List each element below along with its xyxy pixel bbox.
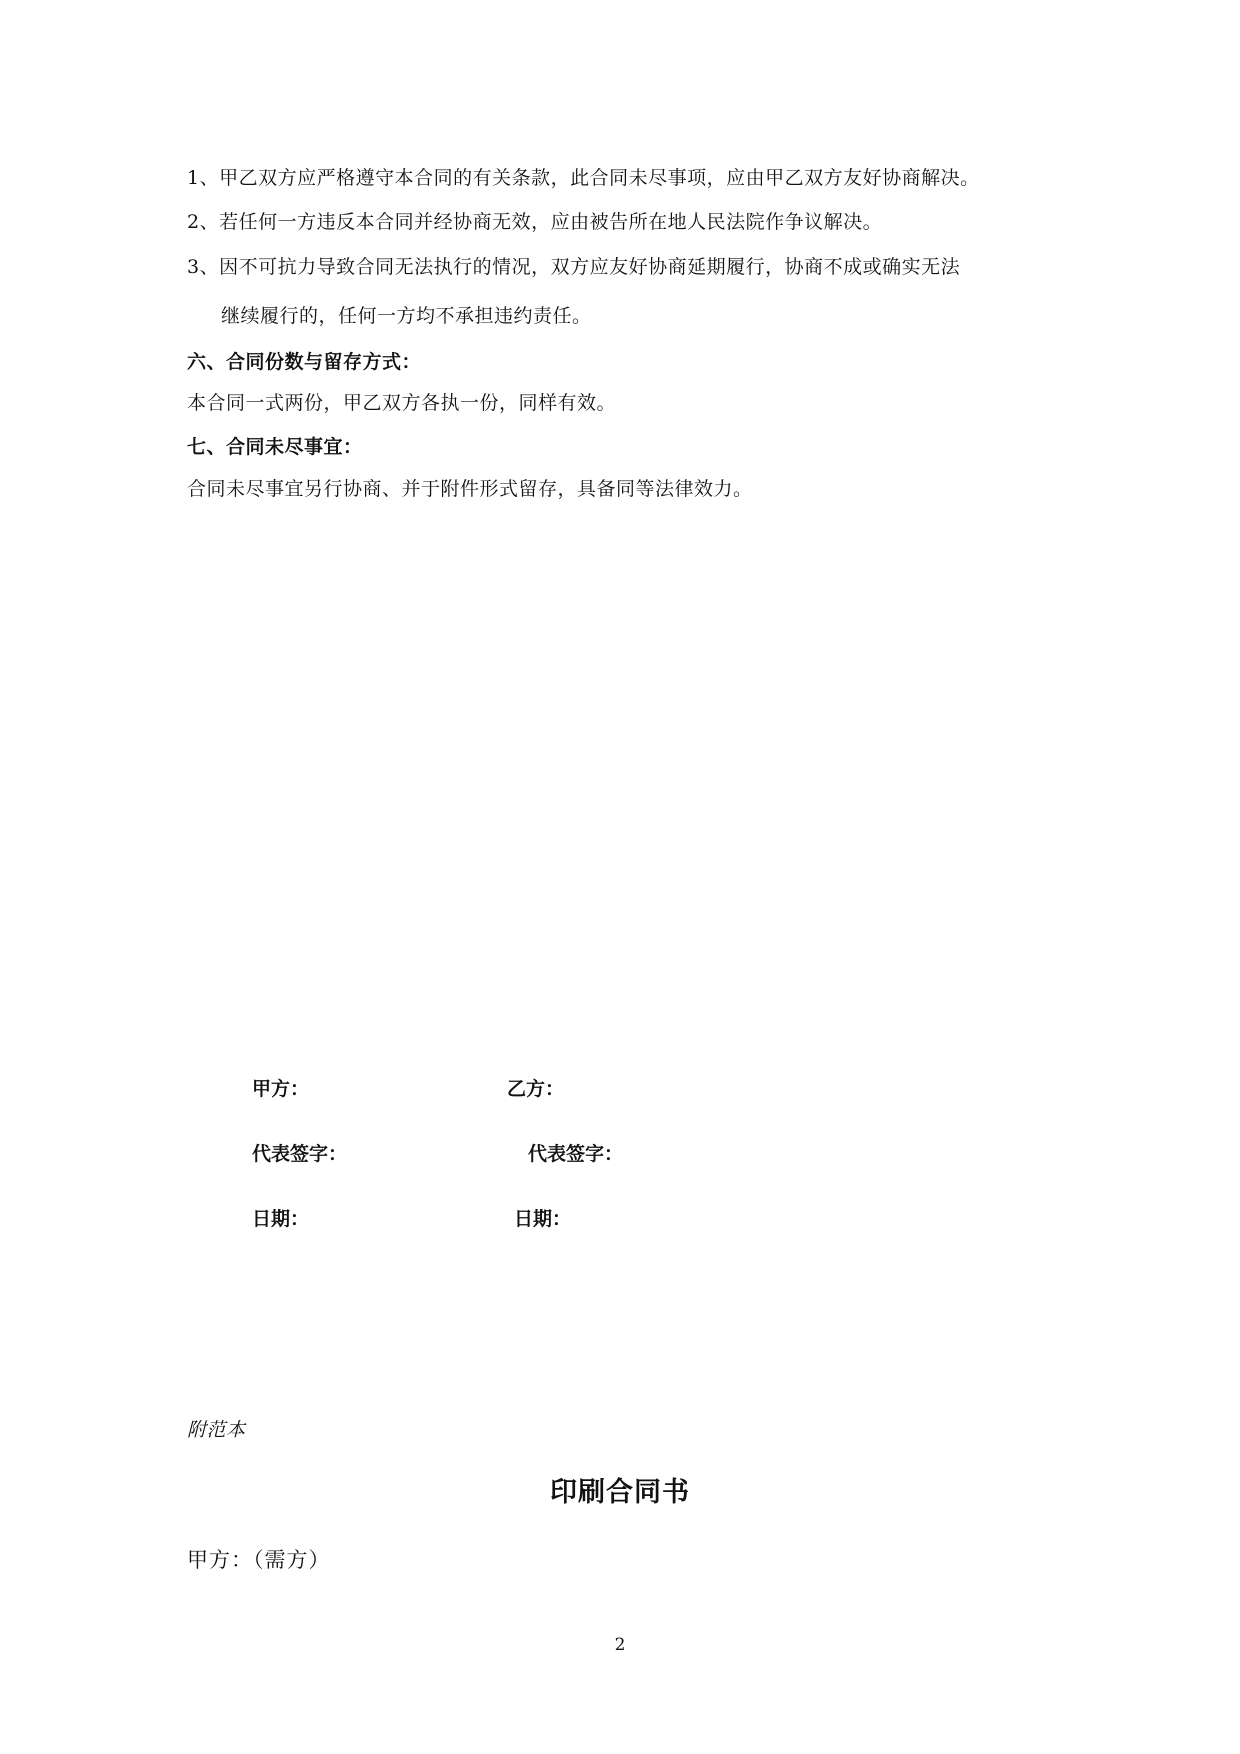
contract-title: 印刷合同书 bbox=[550, 1477, 690, 1508]
section-7-heading: 七、合同未尽事宜： bbox=[187, 436, 363, 458]
appendix-party-a: 甲方：（需方） bbox=[187, 1548, 331, 1572]
clause-3: 3、因不可抗力导致合同无法执行的情况，双方应友好协商延期履行，协商不成或确实无法 bbox=[187, 256, 961, 278]
page-number: 2 bbox=[614, 1635, 626, 1655]
appendix-label: 附范本 bbox=[187, 1419, 246, 1441]
party-a-label: 甲方： bbox=[252, 1078, 310, 1100]
date-a-label: 日期： bbox=[252, 1208, 310, 1230]
section-6-body: 本合同一式两份，甲乙双方各执一份，同样有效。 bbox=[187, 392, 617, 414]
date-b-label: 日期： bbox=[514, 1208, 572, 1230]
party-b-label: 乙方： bbox=[507, 1078, 565, 1100]
clause-2: 2、若任何一方违反本合同并经协商无效，应由被告所在地人民法院作争议解决。 bbox=[187, 211, 883, 233]
section-6-heading: 六、合同份数与留存方式： bbox=[187, 351, 422, 373]
clause-1: 1、甲乙双方应严格遵守本合同的有关条款，此合同未尽事项，应由甲乙双方友好协商解决。 bbox=[187, 167, 980, 189]
section-7-body: 合同未尽事宜另行协商、并于附件形式留存，具备同等法律效力。 bbox=[187, 478, 753, 500]
clause-3-continuation: 继续履行的，任何一方均不承担违约责任。 bbox=[221, 305, 592, 327]
representative-signature-b-label: 代表签字： bbox=[528, 1143, 624, 1165]
representative-signature-a-label: 代表签字： bbox=[252, 1143, 348, 1165]
